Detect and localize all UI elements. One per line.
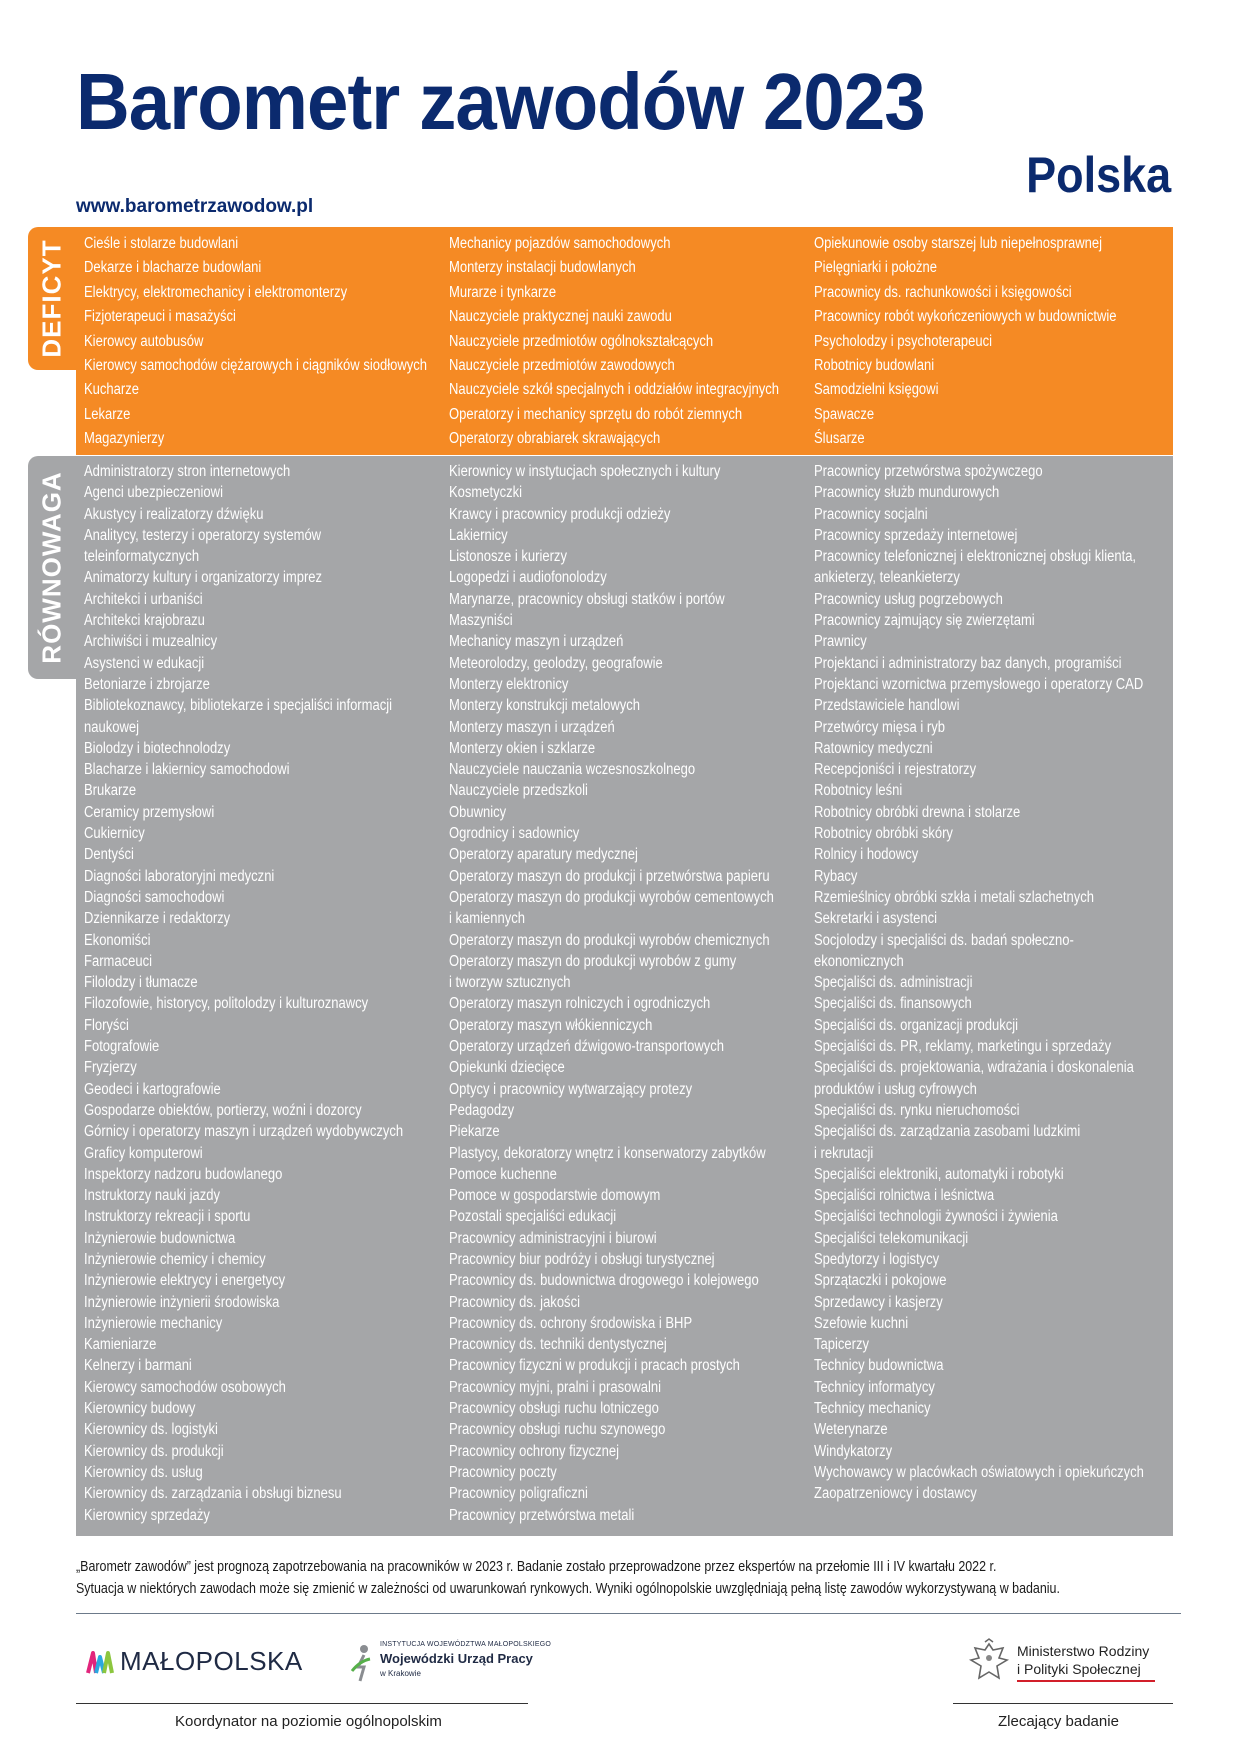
occupation-item: Projektanci wzornictwa przemysłowego i operatorzy CAD	[814, 675, 1144, 693]
occupation-item: Lekarze	[84, 405, 131, 423]
occupation-item: Psycholodzy i psychoterapeuci	[814, 332, 993, 350]
occupation-item: Pracownicy ds. ochrony środowiska i BHP	[449, 1314, 693, 1332]
occupation-item: Nauczyciele nauczania wczesnoszkolnego	[449, 761, 696, 779]
occupation-item: Zaopatrzeniowcy i dostawcy	[814, 1485, 977, 1503]
occupation-item: Lakiernicy	[449, 526, 508, 544]
wup-logo	[348, 1641, 551, 1685]
occupation-item: Kelnerzy i barmani	[84, 1357, 192, 1375]
occupation-item: Kierowcy samochodów osobowych	[84, 1378, 286, 1396]
occupation-item: Rybacy	[814, 867, 858, 885]
occupation-item: Nauczyciele przedmiotów ogólnokształcących	[449, 332, 714, 350]
occupation-item: Specjaliści elektroniki, automatyki i robotyki	[814, 1165, 1064, 1183]
occupation-item: Nauczyciele szkół specjalnych i oddziałów integracyjnych	[449, 381, 780, 399]
occupation-item: Analitycy, testerzy i operatorzy systemów	[84, 526, 322, 544]
occupation-item: Specjaliści ds. zarządzania zasobami ludzkimi	[814, 1123, 1081, 1141]
occupation-item: Pracownicy służb mundurowych	[814, 484, 1000, 502]
occupation-item: Dentyści	[84, 846, 134, 864]
occupation-item: Mechanicy pojazdów samochodowych	[449, 235, 671, 252]
occupation-item: Inżynierowie chemicy i chemicy	[84, 1250, 266, 1268]
occupation-item: Pomoce w gospodarstwie domowym	[449, 1187, 661, 1205]
occupation-item: Kierownicy ds. usług	[84, 1463, 203, 1481]
occupation-item: Kierownicy sprzedaży	[84, 1506, 210, 1524]
occupation-item: Operatorzy obrabiarek skrawających	[449, 430, 661, 448]
occupation-item: ekonomicznych	[814, 952, 904, 970]
occupation-item: Operatorzy maszyn do produkcji i przetwórstwa papieru	[449, 867, 770, 885]
occupation-item: Windykatorzy	[814, 1442, 893, 1460]
occupation-item: Pracownicy administracyjni i biurowi	[449, 1229, 657, 1247]
occupation-item: Pielęgniarki i położne	[814, 259, 938, 277]
occupation-item: Administratorzy stron internetowych	[84, 463, 291, 480]
footnote	[76, 1556, 1060, 1600]
occupation-item: Dziennikarze i redaktorzy	[84, 910, 231, 928]
occupation-item: Pracownicy usług pogrzebowych	[814, 590, 1003, 608]
occupation-item: Operatorzy i mechanicy sprzętu do robót ziemnych	[449, 405, 743, 423]
occupation-item: Rzemieślnicy obróbki szkła i metali szlachetnych	[814, 888, 1095, 906]
occupation-item: Operatorzy maszyn rolniczych i ogrodniczych	[449, 995, 711, 1013]
occupation-item: Inspektorzy nadzoru budowlanego	[84, 1165, 283, 1183]
occupation-item: Inżynierowie mechanicy	[84, 1314, 223, 1332]
footnote-line-1: „Barometr zawodów” jest prognozą zapotrzebowania na pracowników w 2023 r. Badanie zostało przeprowadzone przez ekspertów na przełomie III i IV kwartału 2022 r.	[76, 1558, 997, 1575]
polish-eagle-icon	[967, 1638, 1011, 1686]
page-title: Barometr zawodów 2023	[76, 57, 925, 146]
occupation-item: Obuwnicy	[449, 803, 507, 821]
occupation-item: Bibliotekoznawcy, bibliotekarze i specjaliści informacji	[84, 697, 393, 715]
occupation-item: Kierowcy samochodów ciężarowych i ciągników siodłowych	[84, 356, 428, 374]
occupation-item: Magazynierzy	[84, 430, 165, 448]
balance-column-2	[449, 461, 836, 1526]
balance-tab-label: RÓWNOWAGA	[36, 471, 67, 664]
occupation-item: Meteorolodzy, geolodzy, geografowie	[449, 654, 663, 672]
occupation-item: Specjaliści ds. rynku nieruchomości	[814, 1101, 1020, 1119]
occupation-item: Inżynierowie elektrycy i energetycy	[84, 1272, 286, 1290]
occupation-item: Pracownicy poligraficzni	[449, 1485, 588, 1503]
deficit-column-3	[814, 232, 1173, 452]
occupation-item: Robotnicy budowlani	[814, 356, 935, 374]
occupation-item: Górnicy i operatorzy maszyn i urządzeń wydobywczych	[84, 1123, 404, 1141]
ministry-logo	[967, 1638, 1155, 1686]
deficit-column-1	[84, 232, 492, 452]
occupation-item: Pracownicy sprzedaży internetowej	[814, 526, 1018, 544]
occupation-item: Listonosze i kurierzy	[449, 548, 567, 566]
occupation-item: Sprzątaczki i pokojowe	[814, 1272, 947, 1290]
occupation-item: Przetwórcy mięsa i ryb	[814, 718, 945, 736]
occupation-item: Pracownicy fizyczni w produkcji i pracach prostych	[449, 1357, 740, 1375]
occupation-item: Filozofowie, historycy, politolodzy i kulturoznawcy	[84, 995, 369, 1013]
occupation-item: Rolnicy i hodowcy	[814, 846, 919, 864]
occupation-item: Technicy mechanicy	[814, 1400, 931, 1418]
occupation-item: Pozostali specjaliści edukacji	[449, 1208, 617, 1226]
occupation-item: Kierownicy w instytucjach społecznych i kultury	[449, 463, 721, 480]
occupation-item: Przedstawiciele handlowi	[814, 697, 960, 715]
occupation-item: Kierowcy autobusów	[84, 332, 204, 350]
occupation-item: Fotografowie	[84, 1038, 160, 1056]
occupation-item: Kierownicy ds. zarządzania i obsługi biznesu	[84, 1485, 342, 1503]
occupation-item: Murarze i tynkarze	[449, 283, 557, 301]
occupation-item: Pracownicy ds. techniki dentystycznej	[449, 1336, 667, 1354]
occupation-item: Opiekunki dziecięce	[449, 1059, 565, 1077]
occupation-item: Inżynierowie budownictwa	[84, 1229, 236, 1247]
website-url[interactable]: www.barometrzawodow.pl	[76, 196, 314, 217]
occupation-item: Mechanicy maszyn i urządzeń	[449, 633, 624, 651]
occupation-item: Sekretarki i asystenci	[814, 910, 938, 928]
occupation-item: Fizjoterapeuci i masażyści	[84, 308, 236, 326]
occupation-item: Ratownicy medyczni	[814, 739, 933, 757]
occupation-item: Technicy budownictwa	[814, 1357, 944, 1375]
occupation-item: Ślusarze	[814, 430, 865, 448]
deficit-section	[76, 227, 1173, 455]
occupation-item: Pracownicy przetwórstwa spożywczego	[814, 463, 1043, 480]
balance-column-1	[84, 461, 464, 1526]
occupation-item: ankieterzy, teleankieterzy	[814, 569, 960, 587]
occupation-item: Marynarze, pracownicy obsługi statków i portów	[449, 590, 725, 608]
occupation-item: Prawnicy	[814, 633, 867, 651]
occupation-item: Gospodarze obiektów, portierzy, woźni i dozorcy	[84, 1101, 362, 1119]
occupation-item: Robotnicy obróbki drewna i stolarze	[814, 803, 1021, 821]
occupation-item: Pedagodzy	[449, 1101, 515, 1119]
occupation-item: Specjaliści telekomunikacji	[814, 1229, 969, 1247]
occupation-item: Elektrycy, elektromechanicy i elektromonterzy	[84, 283, 348, 301]
occupation-item: Nauczyciele przedszkoli	[449, 782, 588, 800]
occupation-item: Robotnicy obróbki skóry	[814, 825, 953, 843]
occupation-item: Specjaliści ds. PR, reklamy, marketingu i sprzedaży	[814, 1038, 1112, 1056]
occupation-item: Monterzy maszyn i urządzeń	[449, 718, 615, 736]
occupation-item: Operatorzy maszyn do produkcji wyrobów z gumy	[449, 952, 737, 970]
occupation-item: Kosmetyczki	[449, 484, 523, 502]
occupation-item: Pomoce kuchenne	[449, 1165, 557, 1183]
footer-divider	[76, 1613, 1181, 1614]
occupation-item: Pracownicy socjalni	[814, 505, 928, 523]
occupation-item: Krawcy i pracownicy produkcji odzieży	[449, 505, 671, 523]
occupation-item: Pracownicy telefonicznej i elektronicznej obsługi klienta,	[814, 548, 1137, 566]
occupation-item: Architekci krajobrazu	[84, 612, 205, 630]
occupation-item: Pracownicy obsługi ruchu lotniczego	[449, 1400, 659, 1418]
occupation-item: Socjolodzy i specjaliści ds. badań społeczno-	[814, 931, 1074, 949]
occupation-item: Pracownicy ds. budownictwa drogowego i kolejowego	[449, 1272, 759, 1290]
occupation-item: Pracownicy myjni, pralni i prasowalni	[449, 1378, 662, 1396]
occupation-item: Samodzielni księgowi	[814, 381, 939, 399]
occupation-item: Floryści	[84, 1016, 129, 1034]
occupation-item: Plastycy, dekoratorzy wnętrz i konserwatorzy zabytków	[449, 1144, 766, 1162]
occupation-item: Monterzy okien i szklarze	[449, 739, 596, 757]
occupation-item: Blacharze i lakiernicy samochodowi	[84, 761, 290, 779]
wup-logo-icon	[348, 1641, 376, 1685]
occupation-item: Weterynarze	[814, 1421, 888, 1439]
occupation-item: Piekarze	[449, 1123, 500, 1141]
coordinator-caption: Koordynator na poziomie ogólnopolskim	[175, 1713, 442, 1730]
occupation-item: Wychowawcy w placówkach oświatowych i opiekuńczych	[814, 1463, 1144, 1481]
deficit-tab	[28, 227, 76, 370]
occupation-item: Nauczyciele praktycznej nauki zawodu	[449, 308, 672, 326]
region-label: Polska	[1025, 147, 1171, 203]
occupation-item: Monterzy instalacji budowlanych	[449, 259, 636, 277]
occupation-item: Kierownicy budowy	[84, 1400, 196, 1418]
occupation-item: Asystenci w edukacji	[84, 654, 205, 672]
right-caption-rule	[953, 1703, 1173, 1704]
balance-tab	[28, 456, 76, 679]
occupation-item: Logopedzi i audiofonolodzy	[449, 569, 607, 587]
occupation-item: Brukarze	[84, 782, 137, 800]
occupation-item: Technicy informatycy	[814, 1378, 935, 1396]
occupation-item: Pracownicy przetwórstwa metali	[449, 1506, 635, 1524]
occupation-item: Diagności laboratoryjni medyczni	[84, 867, 275, 885]
occupation-item: Operatorzy aparatury medycznej	[449, 846, 638, 864]
wup-logo-sub: w Krakowie	[380, 1669, 421, 1678]
occupation-item: i kamiennych	[449, 910, 525, 928]
occupation-item: Cukiernicy	[84, 825, 145, 843]
occupation-item: Fryzjerzy	[84, 1059, 137, 1077]
occupation-item: Spawacze	[814, 405, 875, 423]
footnote-line-2: Sytuacja w niektórych zawodach może się zmienić w zależności od uwarunkowań rynkowych. Wyniki ogólnopolskie uwzględniają pełną listę zawodów wykorzystywaną w badaniu.	[76, 1580, 1060, 1597]
occupation-item: Instruktorzy nauki jazdy	[84, 1187, 221, 1205]
malopolska-logo-icon	[86, 1647, 114, 1677]
malopolska-logo-text: MAŁOPOLSKA	[120, 1646, 303, 1676]
occupation-item: Sprzedawcy i kasjerzy	[814, 1293, 943, 1311]
occupation-item: Pracownicy zajmujący się zwierzętami	[814, 612, 1035, 630]
occupation-item: Szefowie kuchni	[814, 1314, 909, 1332]
occupation-item: produktów i usług cyfrowych	[814, 1080, 977, 1098]
occupation-item: Kucharze	[84, 381, 140, 399]
occupation-item: teleinformatycznych	[84, 548, 200, 566]
left-caption-rule	[76, 1703, 528, 1704]
occupation-item: Pracownicy ds. jakości	[449, 1293, 580, 1311]
occupation-item: Inżynierowie inżynierii środowiska	[84, 1293, 280, 1311]
wup-logo-name: Wojewódzki Urząd Pracy	[380, 1651, 533, 1666]
occupation-item: Opiekunowie osoby starszej lub niepełnosprawnej	[814, 235, 1103, 252]
wup-logo-small: INSTYTUCJA WOJEWÓDZTWA MAŁOPOLSKIEGO	[380, 1641, 552, 1648]
occupation-item: Pracownicy ds. rachunkowości i księgowości	[814, 283, 1072, 301]
occupation-item: Operatorzy maszyn do produkcji wyrobów chemicznych	[449, 931, 770, 949]
occupation-item: Pracownicy poczty	[449, 1463, 557, 1481]
occupation-item: Instruktorzy rekreacji i sportu	[84, 1208, 251, 1226]
occupation-item: Robotnicy leśni	[814, 782, 903, 800]
balance-section	[76, 456, 1173, 1536]
occupation-item: Specjaliści technologii żywności i żywienia	[814, 1208, 1058, 1226]
occupation-item: Kierownicy ds. logistyki	[84, 1421, 218, 1439]
occupation-item: Maszyniści	[449, 612, 513, 630]
occupation-item: Betoniarze i zbrojarze	[84, 675, 210, 693]
occupation-item: Ekonomiści	[84, 931, 151, 949]
occupation-item: Projektanci i administratorzy baz danych, programiści	[814, 654, 1122, 672]
occupation-item: Biolodzy i biotechnolodzy	[84, 739, 231, 757]
occupation-item: Recepcjoniści i rejestratorzy	[814, 761, 977, 779]
occupation-item: naukowej	[84, 718, 140, 736]
occupation-item: Akustycy i realizatorzy dźwięku	[84, 505, 264, 523]
ministry-line-2: i Polityki Społecznej	[1017, 1661, 1141, 1677]
malopolska-logo	[86, 1646, 303, 1677]
occupation-item: Cieśle i stolarze budowlani	[84, 235, 239, 252]
occupation-item: Dekarze i blacharze budowlani	[84, 259, 262, 277]
occupation-item: Specjaliści ds. finansowych	[814, 995, 972, 1013]
occupation-item: Pracownicy robót wykończeniowych w budownictwie	[814, 308, 1117, 326]
commissioner-caption: Zlecający badanie	[998, 1713, 1119, 1730]
occupation-item: Kierownicy ds. produkcji	[84, 1442, 224, 1460]
deficit-tab-label: DEFICYT	[36, 239, 67, 358]
occupation-item: Architekci i urbaniści	[84, 590, 203, 608]
occupation-item: Ogrodnicy i sadownicy	[449, 825, 580, 843]
occupation-item: i tworzyw sztucznych	[449, 974, 571, 992]
occupation-item: Optycy i pracownicy wytwarzający protezy	[449, 1080, 693, 1098]
occupation-item: Agenci ubezpieczeniowi	[84, 484, 223, 502]
occupation-item: Archiwiści i muzealnicy	[84, 633, 218, 651]
occupation-item: Operatorzy urządzeń dźwigowo-transportowych	[449, 1038, 724, 1056]
occupation-item: Nauczyciele przedmiotów zawodowych	[449, 356, 675, 374]
occupation-item: Monterzy elektronicy	[449, 675, 569, 693]
occupation-item: Specjaliści ds. administracji	[814, 974, 973, 992]
occupation-item: Graficy komputerowi	[84, 1144, 203, 1162]
occupation-item: Operatorzy maszyn do produkcji wyrobów cementowych	[449, 888, 774, 906]
occupation-item: Diagności samochodowi	[84, 888, 225, 906]
balance-column-3	[814, 461, 1173, 1505]
occupation-item: Pracownicy ochrony fizycznej	[449, 1442, 620, 1460]
occupation-item: Specjaliści rolnictwa i leśnictwa	[814, 1187, 995, 1205]
occupation-item: Monterzy konstrukcji metalowych	[449, 697, 641, 715]
occupation-item: Operatorzy maszyn włókienniczych	[449, 1016, 653, 1034]
ministry-red-bar	[1017, 1680, 1155, 1682]
occupation-item: Farmaceuci	[84, 952, 153, 970]
ministry-line-1: Ministerstwo Rodziny	[1017, 1643, 1150, 1659]
deficit-column-2	[449, 232, 842, 452]
occupation-item: Animatorzy kultury i organizatorzy imprez	[84, 569, 323, 587]
occupation-item: Spedytorzy i logistycy	[814, 1250, 940, 1268]
occupation-item: Pracownicy obsługi ruchu szynowego	[449, 1421, 666, 1439]
occupation-item: Filolodzy i tłumacze	[84, 974, 198, 992]
occupation-item: Tapicerzy	[814, 1336, 869, 1354]
occupation-item: Kamieniarze	[84, 1336, 157, 1354]
occupation-item: Geodeci i kartografowie	[84, 1080, 221, 1098]
occupation-item: Ceramicy przemysłowi	[84, 803, 215, 821]
occupation-item: Specjaliści ds. organizacji produkcji	[814, 1016, 1019, 1034]
occupation-item: i rekrutacji	[814, 1144, 874, 1162]
occupation-item: Pracownicy biur podróży i obsługi turystycznej	[449, 1250, 715, 1268]
occupation-item: Specjaliści ds. projektowania, wdrażania i doskonalenia	[814, 1059, 1134, 1077]
